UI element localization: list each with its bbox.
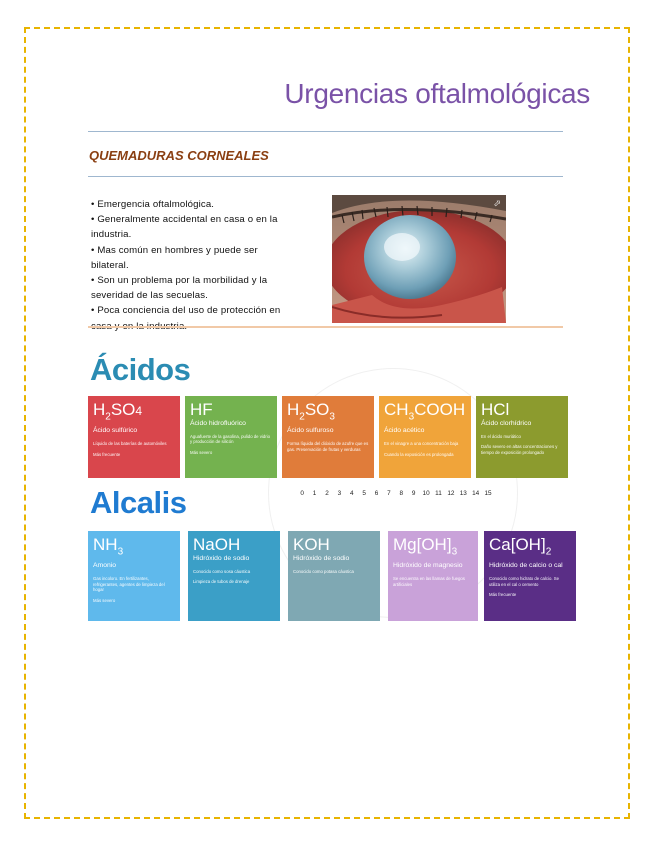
acid-card-hf	[185, 396, 277, 478]
chem-desc: Conocido como potasa cáustica	[293, 569, 354, 574]
chem-note: Limpieza de tubos de drenaje	[193, 579, 250, 585]
chem-formula: $NH_3$	[93, 535, 124, 558]
ph-tick: 14	[472, 490, 480, 497]
chem-formula: $Ca[OH]_2$	[489, 535, 552, 558]
chem-formula: $CH_3COOH$	[384, 400, 466, 423]
chem-name: Amonio	[93, 562, 117, 570]
acid-card-hcl	[476, 396, 568, 478]
ph-tick: 13	[459, 490, 467, 497]
chem-formula: $H_2SO4$	[93, 400, 143, 423]
ph-tick: 6	[374, 490, 379, 497]
chem-name: Hidróxido de sodio	[193, 555, 250, 562]
chem-desc: Aguafuerte de la gasolina, pulido de vidrio y producción de silicón	[190, 434, 271, 445]
page-title: Urgencias oftalmológicas	[284, 78, 590, 109]
corneal-burn-photo	[332, 195, 506, 323]
bullet-line: severidad de las secuelas.	[91, 290, 208, 302]
bullet-list	[91, 197, 321, 334]
acid-card-ch3cooh	[379, 396, 471, 478]
bullet-line: • Emergencia oftalmológica.	[91, 199, 215, 210]
chem-formula: HCl	[481, 400, 510, 419]
ph-tick: 0	[300, 490, 304, 497]
ph-tick: 7	[387, 490, 391, 497]
alkali-card-naoh	[188, 531, 280, 621]
chem-formula: KOH	[293, 535, 330, 554]
chem-name: Ácido sulfuroso	[287, 427, 334, 435]
chem-desc: En el vinagre a una concentración baja	[384, 441, 459, 447]
bullet-line: • Mas común en hombres y puede ser	[91, 244, 258, 256]
chem-note: Más severo	[93, 597, 116, 603]
chem-formula: NaOH	[193, 535, 241, 554]
chem-note: Más frecuente	[93, 451, 121, 457]
acid-card-h2so3	[282, 396, 374, 478]
acid-card-h2so4	[88, 396, 180, 478]
divider-top	[88, 131, 563, 132]
chemical-burns-infographic	[88, 348, 576, 624]
alkali-card-nh3	[88, 531, 180, 621]
chem-name: Ácido acético	[384, 427, 425, 435]
chem-note: Daño severo en altas concentraciones y tiempo de exposición prolongado	[481, 444, 558, 455]
chem-name: Hidróxido de magnesio	[393, 562, 463, 570]
ph-tick: 10	[422, 490, 430, 497]
ph-scale	[296, 490, 494, 497]
alkali-card-koh	[288, 531, 380, 621]
ph-tick: 5	[362, 490, 366, 497]
ph-tick: 1	[312, 490, 317, 497]
ph-tick: 4	[349, 490, 354, 497]
acids-title: Ácidos	[90, 352, 191, 387]
bullet-line: • Generalmente accidental en casa o en la	[91, 214, 278, 226]
ph-tick: 3	[337, 490, 342, 497]
alkali-card-mgoh	[388, 531, 478, 621]
chem-formula: $Mg[OH]_3$	[393, 535, 458, 558]
divider-heading	[88, 176, 563, 177]
ph-tick: 15	[484, 490, 492, 497]
chem-formula: $H_2SO_3$	[287, 400, 335, 423]
chem-name: Hidróxido de calcio o cal	[489, 562, 563, 570]
ph-tick: 8	[399, 490, 404, 497]
bullet-line: • Son un problema por la morbilidad y la	[91, 275, 268, 287]
ph-tick: 9	[411, 490, 416, 497]
alkali-card-caoh	[484, 531, 576, 621]
divider-photo	[88, 326, 563, 328]
ph-tick: 12	[447, 490, 455, 497]
chem-note: Más frecuente	[489, 592, 517, 598]
alcalis-title: Alcalis	[90, 485, 187, 520]
ph-tick: 11	[435, 490, 442, 497]
chem-formula: HF	[190, 400, 213, 419]
chem-desc: Conocido como hidrato de calcio. Se utiliza en el cal o cemento	[489, 576, 559, 587]
chem-name: Ácido clorhídrico	[481, 420, 532, 427]
chem-note: Cuando la exposición es prolongada	[384, 451, 454, 457]
chem-desc: Gas incoloro. En fertilizantes, refrigerantes, agentes de limpieza del hogar	[93, 576, 165, 593]
chem-name: Ácido hidrofluórico	[190, 420, 246, 427]
bullet-line: • Poca conciencia del uso de protección en	[91, 305, 281, 317]
eye-illustration	[332, 195, 506, 323]
external-link-icon[interactable]: ⬀	[493, 198, 501, 208]
chem-desc: Forma líquida del dióxido de azufre que es gas. Preservación de frutas y verduras	[287, 441, 369, 452]
chem-desc: Conocido como sosa cáustica	[193, 569, 251, 574]
chem-name: Ácido sulfúrico	[93, 427, 138, 435]
bullet-line: bilateral.	[91, 259, 129, 271]
chem-name: Hidróxido de sodio	[293, 555, 350, 562]
chem-note: Más severo	[190, 449, 213, 455]
chem-desc: En el ácido muriático	[481, 434, 521, 439]
bullet-line: industria.	[91, 229, 132, 241]
ph-tick: 2	[325, 490, 329, 497]
chem-desc: Líquido de las baterías de automóviles	[93, 441, 167, 447]
chem-desc: Se encuentra en las llamas de fuegos artificiales	[393, 576, 465, 587]
section-heading: QUEMADURAS CORNEALES	[89, 148, 269, 163]
